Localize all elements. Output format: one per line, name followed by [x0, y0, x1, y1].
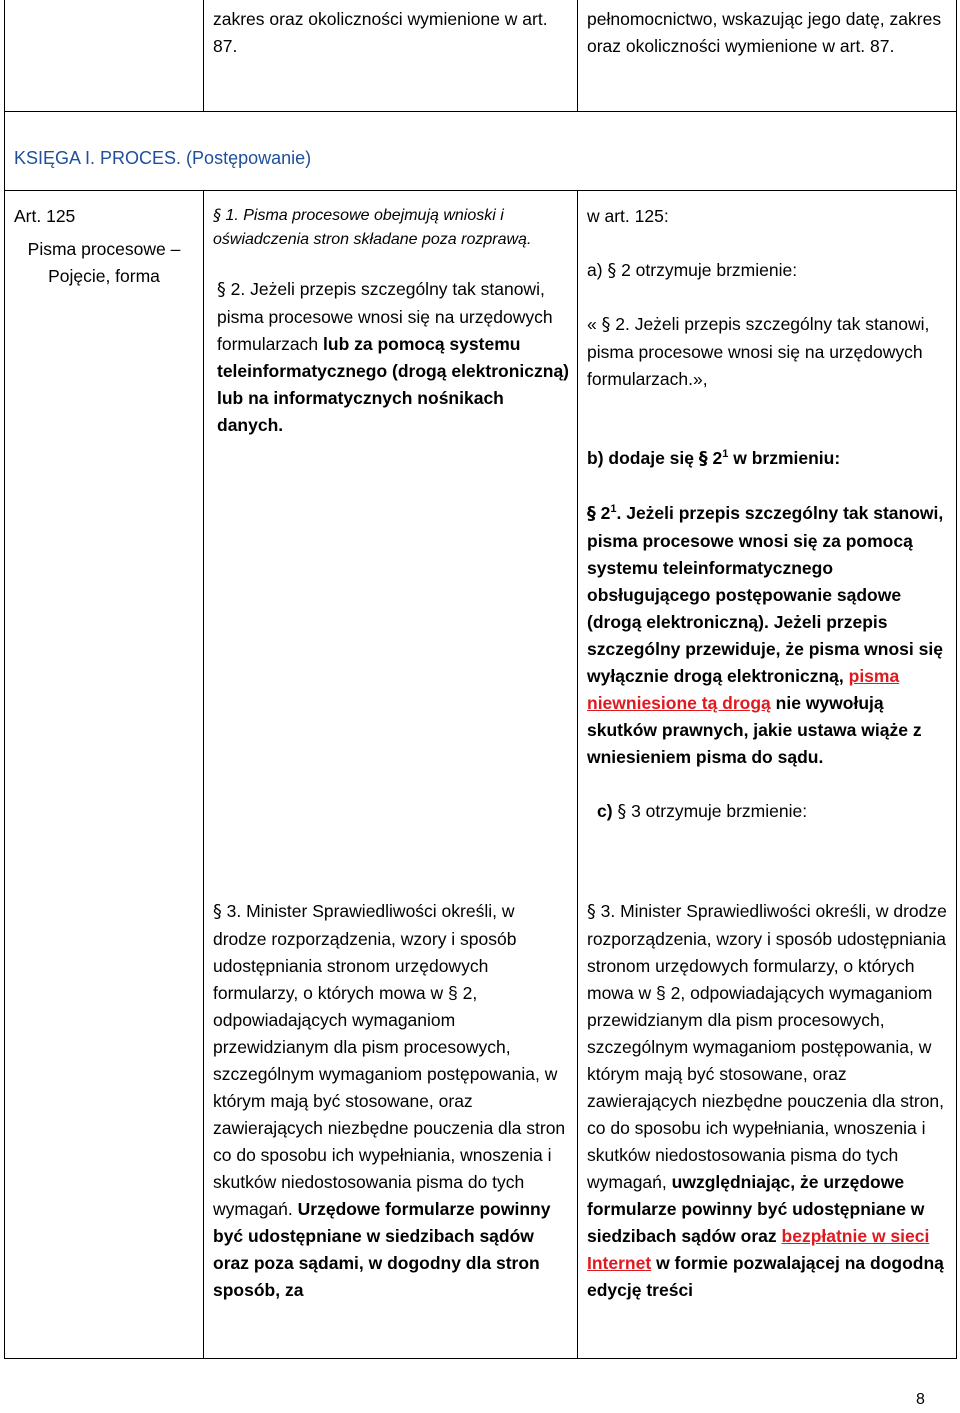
table-border	[577, 0, 578, 112]
table-border	[956, 191, 957, 1359]
table-border	[4, 0, 5, 112]
table-border	[203, 0, 204, 112]
current-paragraph-2: § 2. Jeżeli przepis szczególny tak stanowi, pisma procesowe wnosi się na urzędowych formularzach lub za pomocą systemu teleinformatycznego (drogą elektroniczną) lub na informatycznych nośnikach danych.	[217, 279, 570, 435]
table-border	[4, 1358, 957, 1359]
article-number: Art. 125	[14, 206, 76, 226]
current-paragraph-3: § 3. Minister Sprawiedliwości określi, w drodze rozporządzenia, wzory i sposób udostępniania stronom urzędowych formularzy, o których mowa w § 2, odpowiadających wymaganiom przewidzianym dla pism procesowych, szczególnym wymaganiom postępowania, w którym mają być stosowane, oraz zawierających niezbędne pouczenia dla stron co do sposobu ich wypełniania, wnoszenia i skutków niedostosowania pisma do tych wymagań. Urzędowe formularze powinny być udostępniane w siedzibach sądów oraz poza sądami, w dogodny dla stron sposób, za	[213, 901, 566, 1300]
page-number: 8	[916, 1391, 925, 1408]
table-border	[4, 111, 957, 112]
current-paragraph-1: § 1. Pisma procesowe obejmują wnioski i oświadczenia stron składane poza rozprawą.	[213, 205, 532, 248]
article-label	[14, 203, 194, 290]
proposed-intro: w art. 125:	[587, 206, 669, 226]
table-border	[956, 0, 957, 112]
table-border	[577, 191, 578, 1359]
current-text-column	[213, 203, 571, 439]
top-row-middle-text: zakres oraz okoliczności wymienione w art. 87.	[213, 9, 548, 56]
proposed-text-column	[587, 203, 949, 826]
amendment-b-paragraph: § $2^1$. Jeżeli przepis szczególny tak stanowi, pisma procesowe wnosi się za pomocą systemu teleinformatycznego obsługującego postępowanie sądowe (drogą elektroniczną). Jeżeli przepis szczególny przewiduje, że pisma wnosi się wyłącznie drogą elektroniczną, pisma niewniesione tą drogą nie wywołują skutków prawnych, jakie ustawa wiąże z wniesieniem pisma do sądu.	[587, 503, 944, 767]
top-row-right-text: pełnomocnictwo, wskazując jego datę, zakres oraz okoliczności wymienione w art. 87.	[587, 9, 942, 56]
amendment-c-paragraph: § 3. Minister Sprawiedliwości określi, w drodze rozporządzenia, wzory i sposób udostępniania stronom urzędowych formularzy, o których mowa w § 2, odpowiadających wymaganiom przewidzianym dla pism procesowych, szczególnym wymaganiom postępowania, w którym mają być stosowane, oraz zawierających niezbędne pouczenia dla stron, co do sposobu ich wypełniania, wnoszenia i skutków niedostosowania pisma do tych wymagań, uwzględniając, że urzędowe formularze powinny być udostępniane w siedzibach sądów oraz bezpłatnie w sieci Internet w formie pozwalającej na dogodną edycję treści	[587, 901, 947, 1300]
article-title: Pisma procesowe – Pojęcie, forma	[27, 239, 181, 286]
highlight-red: pisma niewniesione tą drogą	[587, 666, 900, 713]
highlight-red: bezpłatnie w sieci Internet	[587, 1226, 930, 1273]
table-border	[4, 190, 957, 191]
table-border	[4, 112, 5, 191]
table-border	[956, 112, 957, 191]
section-heading: KSIĘGA I. PROCES. (Postępowanie)	[14, 148, 312, 168]
amendment-a: a) § 2 otrzymuje brzmienie:	[587, 260, 798, 281]
table-border	[203, 191, 204, 1359]
table-border	[4, 191, 5, 1359]
amendment-c: c) § 3 otrzymuje brzmienie:	[597, 801, 808, 822]
amendment-a-quote: « § 2. Jeżeli przepis szczególny tak stanowi, pisma procesowe wnosi się na urzędowych formularzach.»,	[587, 314, 930, 389]
amendment-b: b) dodaje się § $2^1$ w brzmieniu:	[587, 448, 841, 469]
